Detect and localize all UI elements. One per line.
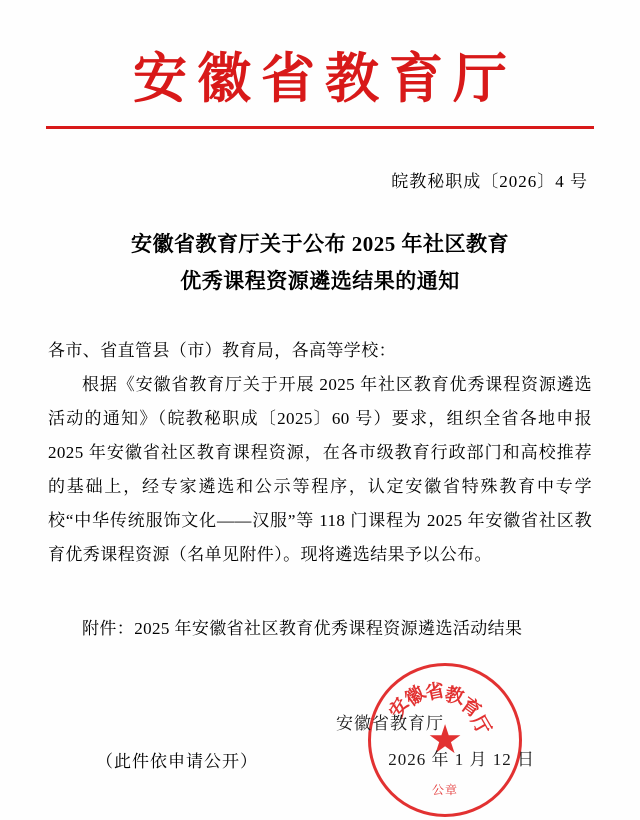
- seal-star-icon: ★: [427, 716, 463, 762]
- document-body: [0, 300, 640, 572]
- page-title: [0, 192, 640, 300]
- official-seal: [368, 663, 522, 817]
- issuer-name: 安徽省教育厅: [336, 713, 444, 733]
- attachment-line: 附件：2025 年安徽省社区教育优秀课程资源遴选活动结果: [82, 618, 523, 638]
- seal-bottom-text: 公章: [431, 782, 458, 797]
- page-title-line-2: 优秀课程资源遴选结果的通知: [180, 268, 460, 293]
- disclosure-note: （此件依申请公开）: [96, 752, 258, 771]
- seal-arc-text: 安 徽 省 教 育 厅: [385, 679, 495, 739]
- signature-area: [0, 653, 640, 803]
- masthead: [0, 0, 640, 129]
- issuing-organization-title: 安徽省教育厅: [133, 49, 517, 109]
- page-title-line-1: 安徽省教育厅关于公布 2025 年社区教育: [131, 232, 509, 257]
- salutation: 各市、省直管县（市）教育局，各高等学校：: [48, 340, 396, 360]
- body-paragraph: 根据《安徽省教育厅关于开展 2025 年社区教育优秀课程资源遴选活动的通知》（皖教秘职成〔2025〕60 号）要求，组织全省各地申报 2025 年安徽省社区教育课程资源，在各市级教育行政部门和高校推荐的基础上，经专家遴选和公示等程序，认定安徽省特殊教育中专学校“中华传统服饰文化——汉服”等 118 门课程为 2025 年安徽省社区教育优秀课程资源（名单见附件）。现将遴选结果予以公布。: [48, 374, 592, 564]
- document-number: 皖教秘职成〔2026〕4 号: [391, 172, 588, 192]
- issue-date: 2026 年 1 月 12 日: [388, 749, 535, 769]
